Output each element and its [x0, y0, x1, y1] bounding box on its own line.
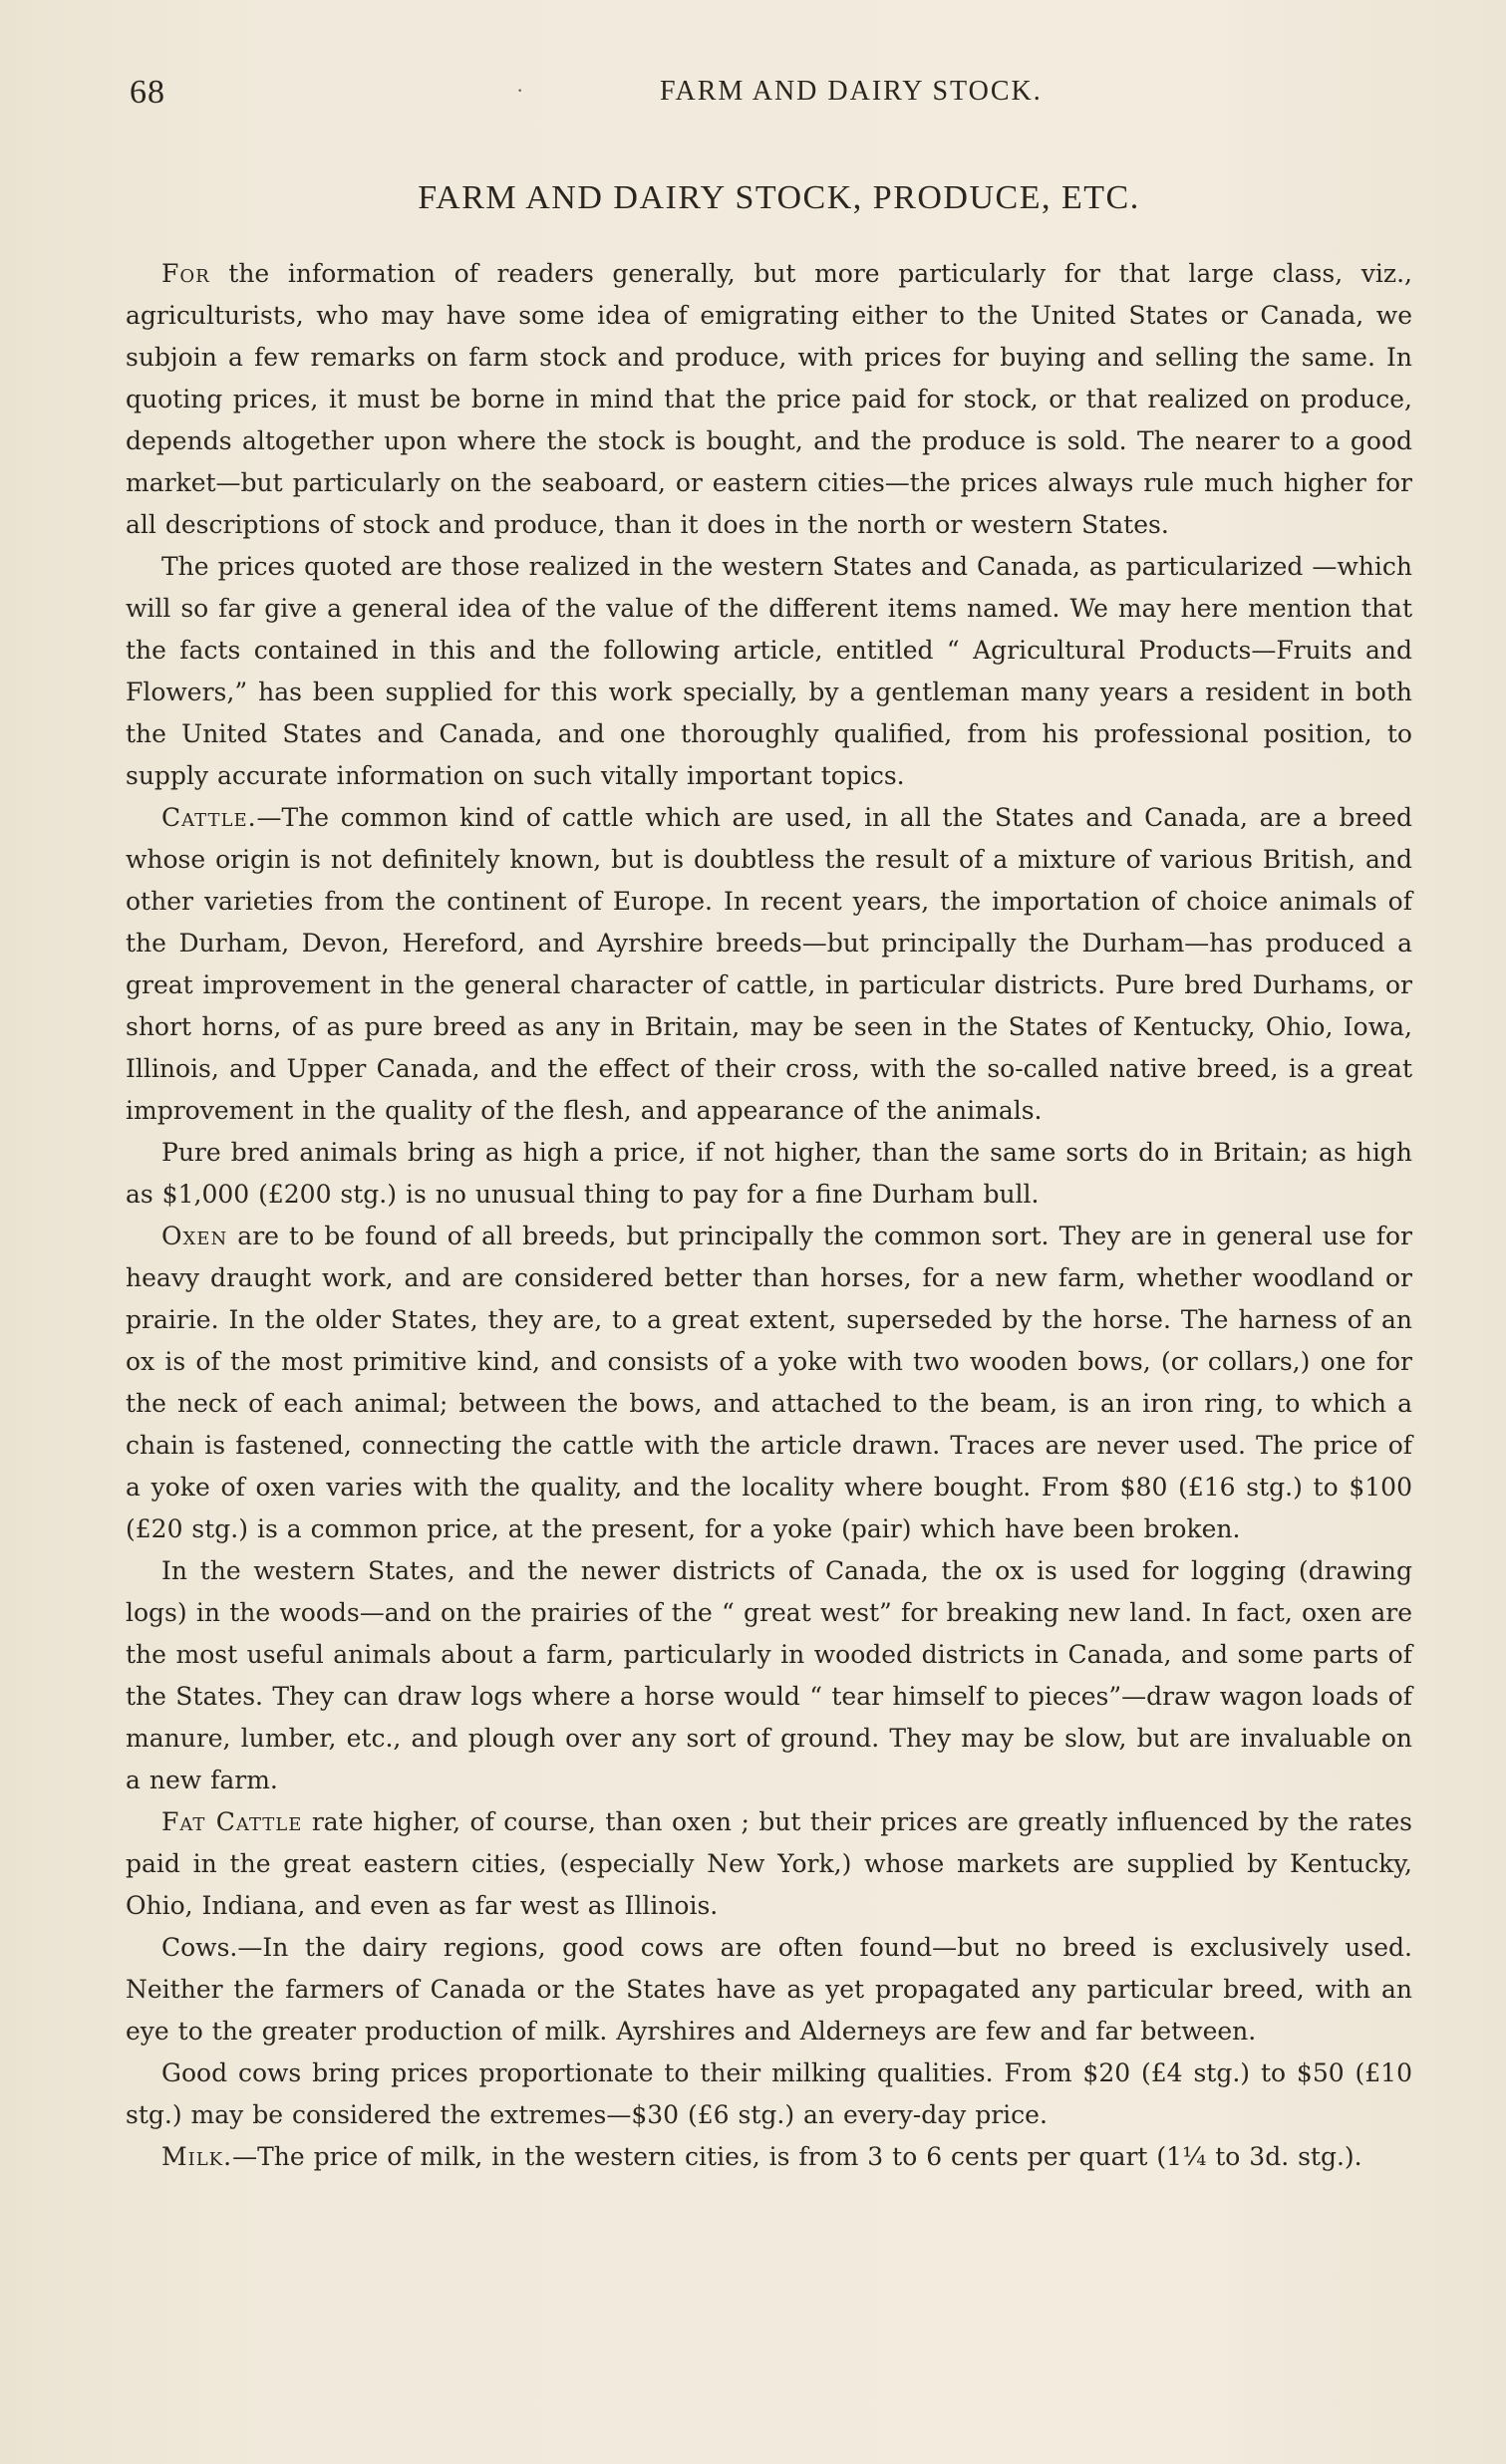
paragraph — [126, 1927, 1412, 2053]
article-title: FARM AND DAIRY STOCK, PRODUCE, ETC. — [418, 179, 1140, 216]
paragraph-text: The prices quoted are those realized in the western States and Canada, as particularized —which will so far give a general idea of the value of the different items named. We may here mention that the facts contained in this and the following article, entitled “ Agricultural Products—Fruits and Flowers,” has been supplied for this work specially, by a gentleman many years a resident in both the United States and Canada, and one thoroughly qualified, from his professional position, to supply accurate information on such vitally important topics. — [126, 552, 1412, 790]
paragraph-text: Good cows bring prices proportionate to their milking qualities. From $20 (£4 stg.) to $50 (£10 stg.) may be considered the extremes—$30 (£6 stg.) an every-day price. — [126, 2058, 1412, 2129]
paragraph-lead-in: Milk. — [161, 2142, 233, 2171]
paragraph — [126, 2053, 1412, 2136]
paragraph-lead-in: For — [161, 259, 210, 288]
paragraph-text: the information of readers generally, but more particularly for that large class, viz., agriculturists, who may have some idea of emigrating either to the United States or Canada, we subjoin a few remarks on farm stock and produce, with prices for buying and selling the same. In quoting prices, it must be borne in mind that the price paid for stock, or that realized on produce, depends altogether upon where the stock is bought, and the produce is sold. The nearer to a good market—but particularly on the seaboard, or eastern cities—the prices always rule much higher for all descriptions of stock and produce, than it does in the north or western States. — [126, 259, 1412, 539]
paragraph — [126, 1216, 1412, 1550]
paragraph — [126, 253, 1412, 546]
paragraph — [126, 1801, 1412, 1927]
running-title: FARM AND DAIRY STOCK. — [660, 76, 1043, 107]
paragraph-lead-in: Cattle. — [161, 803, 257, 832]
paragraph-text: Cows.—In the dairy regions, good cows are often found—but no breed is exclusively used. Neither the farmers of Canada or the States have as yet propagated any particular breed, with an eye to the greater production of milk. Ayrshires and Alderneys are few and far between. — [126, 1933, 1412, 2046]
paragraph — [126, 546, 1412, 797]
paragraph-text: Pure bred animals bring as high a price, if not higher, than the same sorts do in Britain; as high as $1,000 (£200 stg.) is no unusual thing to pay for a fine Durham bull. — [126, 1138, 1412, 1209]
page-number: 68 — [130, 74, 165, 111]
paragraph-text: —The price of milk, in the western cities, is from 3 to 6 cents per quart (1¼ to 3d. stg.). — [232, 2142, 1362, 2171]
paragraph-text: are to be found of all breeds, but principally the common sort. They are in general use for heavy draught work, and are considered better than horses, for a new farm, whether woodland or prairie. In the older States, they are, to a great extent, superseded by the horse. The harness of an ox is of the most primitive kind, and consists of a yoke with two wooden bows, (or collars,) one for the neck of each animal; between the bows, and attached to the beam, is an iron ring, to which a chain is fastened, connecting the cattle with the article drawn. Traces are never used. The price of a yoke of oxen varies with the quality, and the locality where bought. From $80 (£16 stg.) to $100 (£20 stg.) is a common price, at the present, for a yoke (pair) which have been broken. — [126, 1222, 1412, 1543]
running-head — [126, 68, 1412, 122]
paragraph-lead-in: Fat Cattle — [161, 1807, 303, 1836]
paragraph — [126, 797, 1412, 1132]
paragraph-lead-in: Oxen — [161, 1222, 228, 1250]
paragraph-text: —The common kind of cattle which are used, in all the States and Canada, are a breed whose origin is not definitely known, but is doubtless the result of a mixture of various British, and other varieties from the continent of Europe. In recent years, the importation of choice animals of the Durham, Devon, Hereford, and Ayrshire breeds—but principally the Durham—has produced a great improvement in the general character of cattle, in particular districts. Pure bred Durhams, or short horns, of as pure breed as any in Britain, may be seen in the States of Kentucky, Ohio, Iowa, Illinois, and Upper Canada, and the effect of their cross, with the so-called native breed, is a great improvement in the quality of the flesh, and appearance of the animals. — [126, 803, 1412, 1125]
paragraph — [126, 1132, 1412, 1216]
ornament-dot-icon: · — [516, 78, 525, 103]
paragraph-text: In the western States, and the newer districts of Canada, the ox is used for logging (drawing logs) in the woods—and on the prairies of the “ great west” for breaking new land. In fact, oxen are the most useful animals about a farm, particularly in wooded districts in Canada, and some parts of the States. They can draw logs where a horse would “ tear himself to pieces”—draw wagon loads of manure, lumber, etc., and plough over any sort of ground. They may be slow, but are invaluable on a new farm. — [126, 1556, 1412, 1794]
paragraph — [126, 1550, 1412, 1801]
article-body — [126, 253, 1412, 2178]
paragraph — [126, 2136, 1412, 2178]
paragraph-text: rate higher, of course, than oxen ; but their prices are greatly influenced by the rates paid in the great eastern cities, (especially New York,) whose markets are supplied by Kentucky, Ohio, Indiana, and even as far west as Illinois. — [126, 1807, 1412, 1920]
